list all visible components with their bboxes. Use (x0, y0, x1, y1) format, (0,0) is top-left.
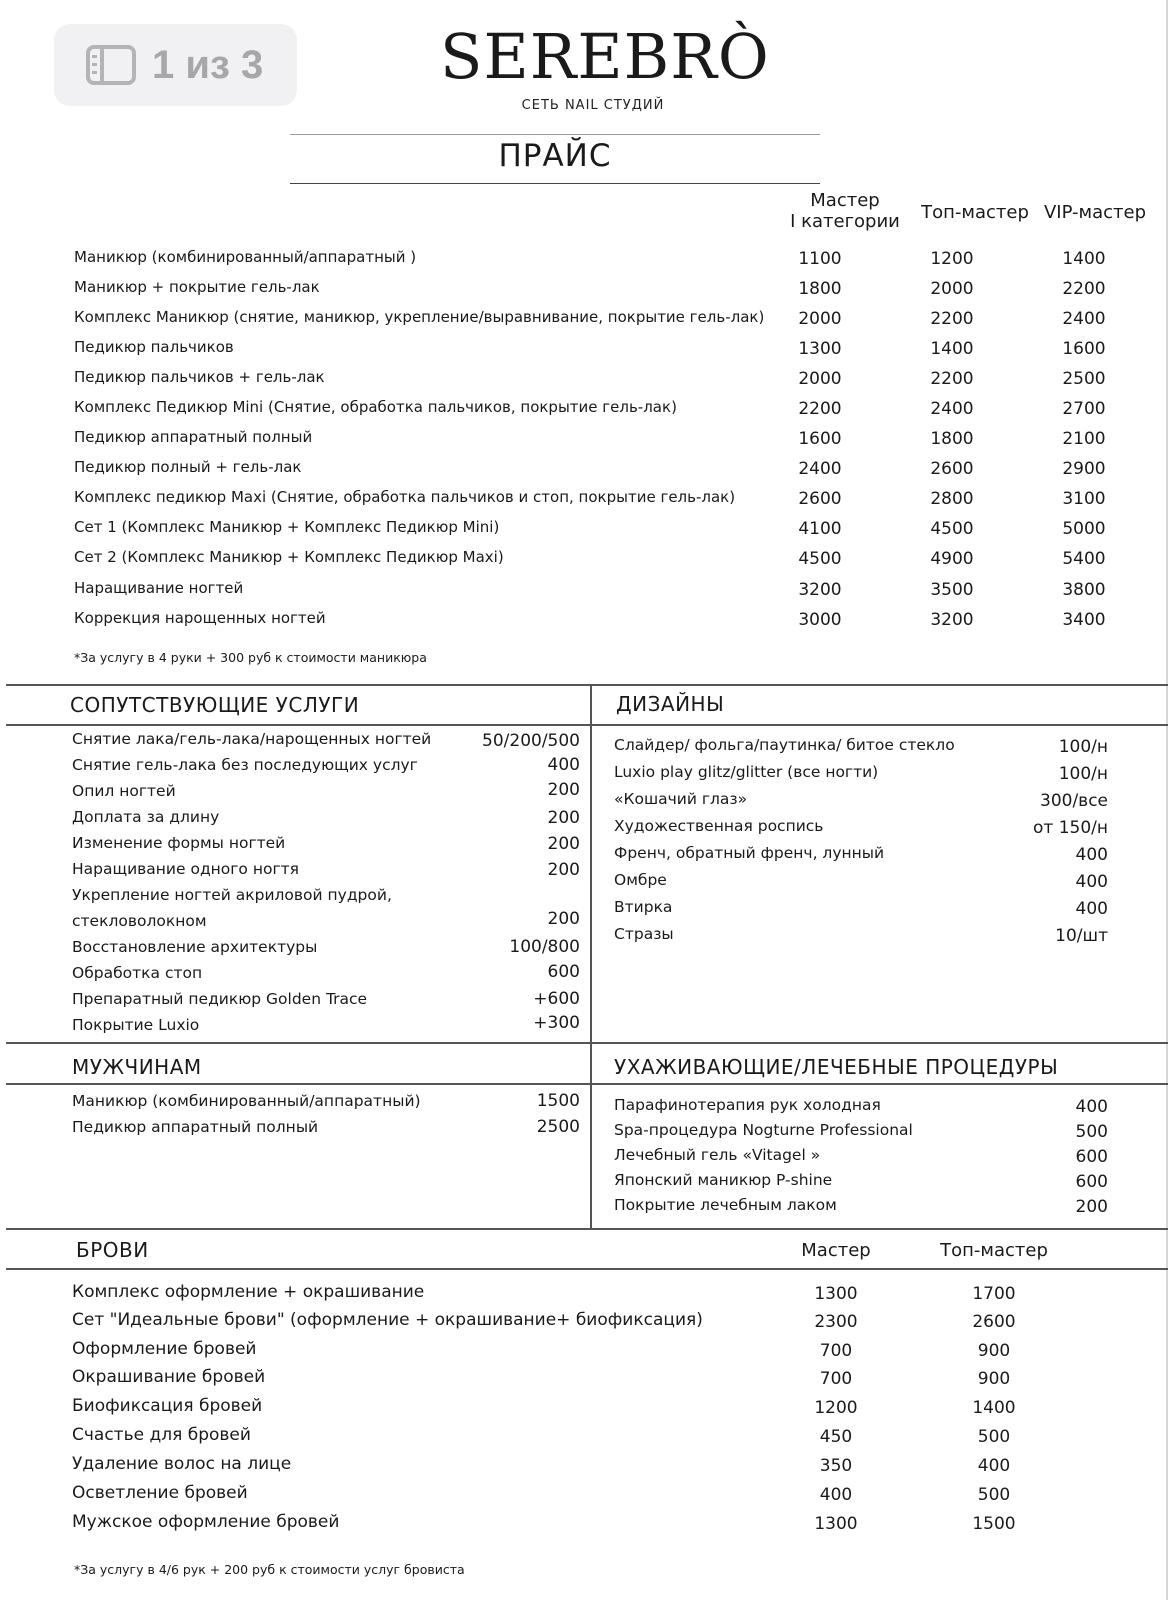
brows-row-value: 900 (977, 1341, 1011, 1361)
price-row-value: 2400 (930, 399, 974, 419)
price-row-value: 2400 (798, 459, 842, 479)
men-service-price: 2500 (536, 1117, 580, 1137)
price-row-value: 1800 (930, 429, 974, 449)
price-row-value: 2600 (930, 459, 974, 479)
price-row-name: Маникюр (комбинированный/аппаратный ) (74, 248, 417, 266)
divider (6, 684, 1168, 686)
brows-row-value: 700 (819, 1369, 853, 1389)
design-price: 10/шт (1055, 926, 1108, 946)
brows-row-name: Биофиксация бровей (72, 1396, 263, 1416)
care-service-name: Лечебный гель «Vitagel » (614, 1146, 821, 1164)
price-row-name: Комплекс Педикюр Mini (Снятие, обработка пальчиков, покрытие гель-лак) (74, 398, 677, 416)
price-row-value: 3200 (798, 580, 842, 600)
care-service-name: Spa-процедура Nogturne Professional (614, 1121, 913, 1139)
men-service-price: 1500 (536, 1091, 580, 1111)
price-row-value: 3100 (1062, 489, 1106, 509)
price-row-value: 4500 (798, 549, 842, 569)
related-service-name: Препаратный педикюр Golden Trace (72, 990, 368, 1008)
brows-row-name: Комплекс оформление + окрашивание (72, 1282, 425, 1302)
section-title-men: МУЖЧИНАМ (72, 1055, 202, 1079)
brows-row-name: Окрашивание бровей (72, 1367, 266, 1387)
design-name: Художественная роспись (614, 817, 824, 835)
price-row-value: 1100 (798, 249, 842, 269)
price-note: *За услугу в 4 руки + 300 руб к стоимости маникюра (74, 650, 427, 665)
brows-row-value: 1300 (814, 1284, 858, 1304)
brows-row-value: 500 (977, 1427, 1011, 1447)
related-service-name: Доплата за длину (72, 808, 220, 826)
price-row-value: 1400 (930, 339, 974, 359)
related-service-name: Укрепление ногтей акриловой пудрой, (72, 886, 392, 904)
page-indicator[interactable] (54, 24, 297, 106)
price-row-value: 2000 (798, 369, 842, 389)
price-row-name: Педикюр пальчиков (74, 338, 234, 356)
price-row-value: 2200 (930, 369, 974, 389)
related-service-price: 600 (547, 962, 580, 982)
related-service-name: стекловолокном (72, 912, 207, 930)
design-price: 300/все (1040, 791, 1108, 811)
brows-row-value: 1700 (972, 1284, 1016, 1304)
brows-row-value: 1500 (972, 1514, 1016, 1534)
brows-row-value: 400 (977, 1456, 1011, 1476)
price-row-value: 4100 (798, 519, 842, 539)
related-service-price: 200 (547, 780, 580, 800)
brows-row-value: 450 (819, 1427, 853, 1447)
related-service-name: Изменение формы ногтей (72, 834, 286, 852)
brows-row-name: Удаление волос на лице (72, 1454, 292, 1474)
divider (6, 1268, 1168, 1270)
price-row-value: 5400 (1062, 549, 1106, 569)
design-name: Стразы (614, 925, 674, 943)
design-price: 100/н (1058, 764, 1108, 784)
section-title-care: УХАЖИВАЮЩИЕ/ЛЕЧЕБНЫЕ ПРОЦЕДУРЫ (614, 1055, 1059, 1079)
design-price: 100/н (1058, 737, 1108, 757)
divider (6, 1083, 1168, 1085)
price-row-name: Педикюр аппаратный полный (74, 428, 313, 446)
brows-row-name: Сет "Идеальные брови" (оформление + окрашивание+ биофиксация) (72, 1310, 703, 1330)
price-row-value: 2400 (1062, 309, 1106, 329)
brows-row-name: Оформление бровей (72, 1339, 257, 1359)
related-service-name: Опил ногтей (72, 782, 176, 800)
price-row-value: 2200 (930, 309, 974, 329)
price-row-value: 2700 (1062, 399, 1106, 419)
related-service-name: Снятие лака/гель-лака/нарощенных ногтей (72, 730, 432, 748)
brows-row-name: Мужское оформление бровей (72, 1512, 340, 1532)
related-service-name: Наращивание одного ногтя (72, 860, 299, 878)
brows-row-value: 2600 (972, 1312, 1016, 1332)
design-price: от 150/н (1033, 818, 1108, 838)
price-row-name: Наращивание ногтей (74, 579, 244, 597)
brows-row-value: 500 (977, 1485, 1011, 1505)
price-row-name: Сет 2 (Комплекс Маникюр + Комплекс Педикюр Maxi) (74, 548, 504, 566)
related-service-price: 200 (547, 909, 580, 929)
price-row-name: Коррекция нарощенных ногтей (74, 609, 326, 627)
page-indicator-text: 1 из 3 (152, 42, 264, 87)
brows-row-value: 350 (819, 1456, 853, 1476)
related-service-name: Снятие гель-лака без последующих услуг (72, 756, 418, 774)
design-name: «Кошачий глаз» (614, 790, 748, 808)
divider (6, 724, 1168, 726)
price-row-value: 2900 (1062, 459, 1106, 479)
brand-subtitle: СЕТЬ NAIL СТУДИЙ (521, 98, 665, 113)
related-service-price: +300 (533, 1013, 580, 1033)
care-service-name: Японский маникюр P-shine (614, 1171, 833, 1189)
price-row-value: 3500 (930, 580, 974, 600)
brows-column-header: Топ-мастер (940, 1240, 1048, 1261)
related-service-price: 200 (547, 860, 580, 880)
design-price: 400 (1075, 845, 1108, 865)
related-service-price: 200 (547, 808, 580, 828)
related-service-name: Покрытие Luxio (72, 1016, 200, 1034)
care-service-name: Парафинотерапия рук холодная (614, 1096, 881, 1114)
brows-row-name: Осветление бровей (72, 1483, 248, 1503)
sidebar-icon (86, 45, 136, 85)
price-row-value: 2500 (1062, 369, 1106, 389)
brows-column-header: Мастер (801, 1240, 871, 1261)
price-row-value: 2100 (1062, 429, 1106, 449)
brows-row-value: 900 (977, 1369, 1011, 1389)
brows-row-value: 1300 (814, 1514, 858, 1534)
price-row-value: 3200 (930, 610, 974, 630)
price-row-value: 5000 (1062, 519, 1106, 539)
design-price: 400 (1075, 872, 1108, 892)
design-price: 400 (1075, 899, 1108, 919)
brows-row-name: Счастье для бровей (72, 1425, 251, 1445)
price-row-value: 2000 (930, 279, 974, 299)
price-row-name: Комплекс Маникюр (снятие, маникюр, укрепление/выравнивание, покрытие гель-лак) (74, 308, 765, 326)
design-name: Френч, обратный френч, лунный (614, 844, 885, 862)
price-row-value: 2200 (1062, 279, 1106, 299)
price-row-value: 2600 (798, 489, 842, 509)
care-service-price: 200 (1075, 1197, 1108, 1217)
price-title: ПРАЙС (498, 138, 612, 174)
men-service-name: Маникюр (комбинированный/аппаратный) (72, 1092, 421, 1110)
design-name: Слайдер/ фольга/паутинка/ битое стекло (614, 736, 955, 754)
title-rule-top (290, 134, 820, 135)
related-service-name: Обработка стоп (72, 964, 203, 982)
related-service-price: 400 (547, 755, 580, 775)
price-row-value: 4500 (930, 519, 974, 539)
divider (590, 684, 592, 1228)
related-service-price: 50/200/500 (482, 731, 580, 751)
brows-row-value: 1200 (814, 1398, 858, 1418)
price-row-name: Комплекс педикюр Maxi (Снятие, обработка пальчиков и стоп, покрытие гель-лак) (74, 488, 736, 506)
brows-row-value: 700 (819, 1341, 853, 1361)
section-title-brows: БРОВИ (76, 1238, 149, 1262)
divider (6, 1042, 1168, 1044)
section-title-designs: ДИЗАЙНЫ (616, 692, 725, 716)
price-row-value: 4900 (930, 549, 974, 569)
price-row-name: Педикюр пальчиков + гель-лак (74, 368, 325, 386)
price-row-value: 1300 (798, 339, 842, 359)
design-name: Втирка (614, 898, 673, 916)
related-service-name: Восстановление архитектуры (72, 938, 318, 956)
men-service-name: Педикюр аппаратный полный (72, 1118, 319, 1136)
design-name: Luxio play glitz/glitter (все ногти) (614, 763, 879, 781)
price-row-value: 2000 (798, 309, 842, 329)
brows-note: *За услугу в 4/6 рук + 200 руб к стоимости услуг бровиста (74, 1562, 465, 1577)
price-column-header: VIP-мастер (1043, 202, 1147, 223)
price-row-name: Маникюр + покрытие гель-лак (74, 278, 320, 296)
price-row-name: Педикюр полный + гель-лак (74, 458, 302, 476)
brows-row-value: 2300 (814, 1312, 858, 1332)
price-row-value: 3800 (1062, 580, 1106, 600)
care-service-price: 600 (1075, 1147, 1108, 1167)
care-service-price: 400 (1075, 1097, 1108, 1117)
related-service-price: +600 (533, 989, 580, 1009)
divider (6, 1228, 1168, 1230)
related-service-price: 200 (547, 834, 580, 854)
care-service-price: 500 (1075, 1122, 1108, 1142)
price-row-value: 1400 (1062, 249, 1106, 269)
brows-row-value: 1400 (972, 1398, 1016, 1418)
price-row-value: 1600 (1062, 339, 1106, 359)
title-rule-bottom (290, 183, 820, 184)
related-service-price: 100/800 (509, 937, 580, 957)
page-edge (1166, 0, 1168, 1600)
price-row-value: 3400 (1062, 610, 1106, 630)
brand-logo: SEREBRÒ (440, 20, 770, 93)
design-name: Омбре (614, 871, 667, 889)
price-row-value: 1800 (798, 279, 842, 299)
price-row-value: 2800 (930, 489, 974, 509)
price-row-value: 3000 (798, 610, 842, 630)
care-service-name: Покрытие лечебным лаком (614, 1196, 837, 1214)
brows-row-value: 400 (819, 1485, 853, 1505)
price-row-value: 1600 (798, 429, 842, 449)
price-column-header: Топ-мастер (921, 202, 1029, 223)
price-row-value: 1200 (930, 249, 974, 269)
price-column-header: Мастер I категории (790, 190, 900, 232)
care-service-price: 600 (1075, 1172, 1108, 1192)
price-row-value: 2200 (798, 399, 842, 419)
price-row-name: Сет 1 (Комплекс Маникюр + Комплекс Педикюр Mini) (74, 518, 500, 536)
section-title-related: СОПУТСТВУЮЩИЕ УСЛУГИ (70, 693, 360, 717)
